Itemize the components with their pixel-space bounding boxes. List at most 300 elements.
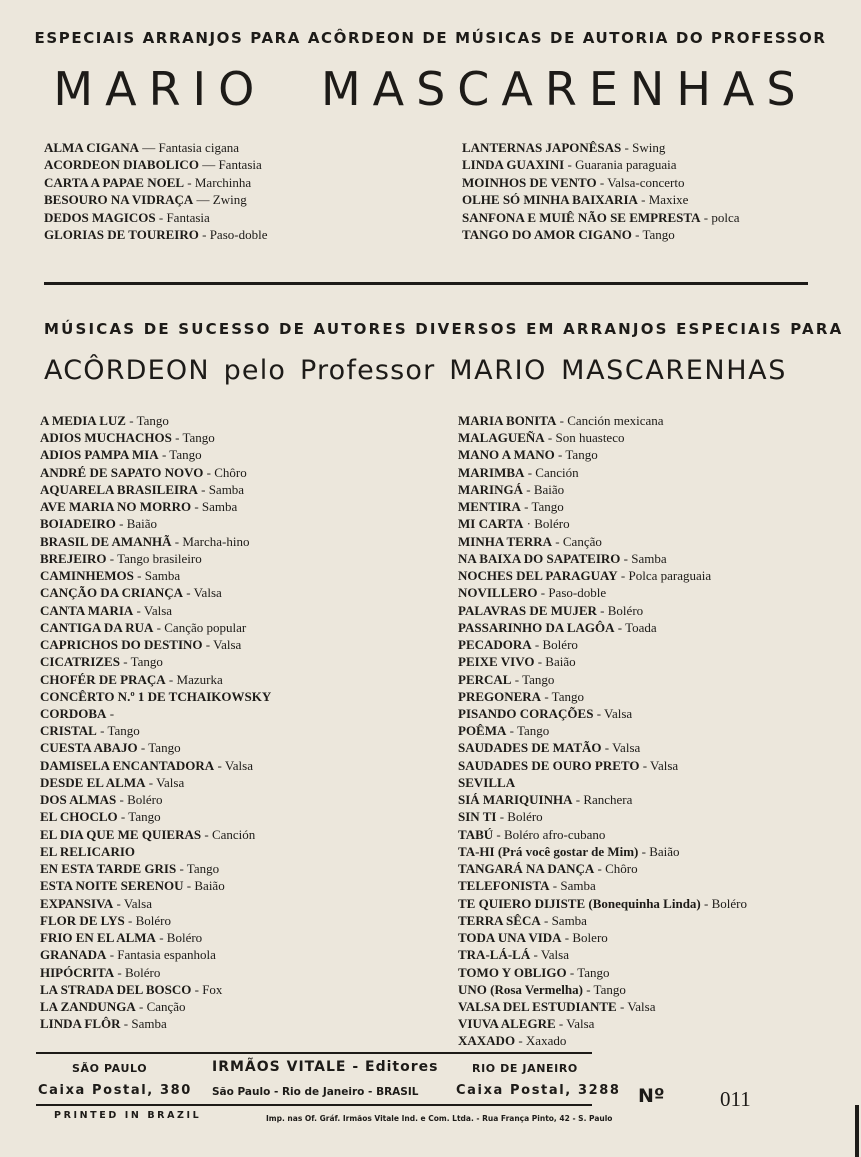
song-genre: Tango [182, 430, 215, 446]
song-title: TANGARÁ NA DANÇA [458, 861, 595, 877]
song-title: MARIA BONITA [458, 413, 557, 428]
song-genre: Samba [560, 878, 596, 894]
song-separator: — [198, 157, 219, 173]
song-separator: - [191, 499, 202, 515]
song-title: MOINHOS DE VENTO [462, 174, 597, 190]
song-separator: - [114, 964, 125, 980]
song-entry [458, 895, 861, 912]
song-entry [458, 826, 861, 843]
song-genre: Tango [565, 447, 598, 463]
song-genre: Maxixe [648, 192, 689, 208]
song-genre: Tango [593, 981, 626, 997]
song-separator: - [511, 671, 523, 687]
song-entry [40, 774, 458, 791]
song-separator: - [554, 447, 566, 463]
song-separator: - [135, 998, 147, 1014]
song-title: CICATRIZES [40, 654, 120, 670]
song-entry [458, 981, 861, 998]
song-separator: - [184, 174, 195, 190]
song-genre: Samba [201, 499, 238, 515]
song-entry [40, 791, 458, 808]
song-title: TABÚ [458, 826, 494, 842]
song-title: BESOURO NA VIDRAÇA [44, 192, 194, 208]
song-entry [458, 533, 861, 550]
song-separator: - [197, 481, 209, 497]
author-last-name: MASCARENHAS [320, 62, 808, 116]
song-entry [462, 156, 861, 173]
song-genre: Baião [194, 878, 225, 894]
song-genre: Paso-doble [209, 227, 268, 243]
song-genre: Tango [642, 227, 675, 243]
song-separator: - [530, 947, 541, 963]
song-genre: Tango [148, 740, 181, 756]
song-separator: - [133, 602, 144, 618]
song-genre: Marcha-hino [182, 533, 250, 549]
song-entry [462, 191, 861, 208]
song-separator: - [106, 705, 115, 721]
song-title: TOMO Y OBLIGO [458, 964, 567, 980]
song-genre: polca [711, 209, 740, 225]
song-separator: - [594, 861, 606, 877]
song-separator: · [523, 516, 535, 532]
song-entry [458, 671, 861, 688]
song-title: FLOR DE LYS [40, 912, 125, 928]
song-entry [40, 946, 458, 963]
song-entry [40, 498, 458, 515]
song-separator: - [564, 157, 576, 173]
song-separator: - [117, 809, 129, 825]
song-entry [458, 877, 861, 894]
song-title: TE QUIERO DIJISTE (Bonequinha Linda) [458, 895, 701, 911]
instrument-label: ACÔRDEON [44, 355, 210, 386]
song-genre: Boléro [507, 809, 543, 825]
song-entry [40, 808, 458, 825]
song-genre: Boléro [135, 912, 172, 928]
song-genre: Canción mexicana [567, 413, 664, 428]
song-genre: Samba [551, 912, 587, 928]
song-genre: Mazurka [176, 671, 223, 687]
song-entry [40, 929, 458, 946]
song-separator: - [523, 481, 534, 497]
song-separator: - [617, 568, 629, 584]
catalog-number-label: Nº [638, 1085, 665, 1107]
song-separator: - [115, 516, 127, 532]
song-entry [458, 446, 861, 463]
song-separator: - [176, 861, 187, 877]
song-genre: Valsa [627, 998, 656, 1014]
song-title: HIPÓCRITA [40, 964, 115, 980]
song-title: BOIADEIRO [40, 516, 116, 532]
song-separator: - [537, 585, 549, 601]
song-genre: Boléro [534, 516, 570, 532]
song-title: CANTIGA DA RUA [40, 619, 154, 635]
song-title: PISANDO CORAÇÕES [458, 705, 594, 721]
song-separator: - [153, 619, 165, 635]
song-title: BRASIL DE AMANHÃ [40, 533, 172, 549]
song-entry [40, 705, 458, 722]
song-entry [458, 843, 861, 860]
professor-label: Professor [299, 355, 436, 386]
song-title: CONCÊRTO N.º 1 DE TCHAIKOWSKY [40, 688, 272, 704]
song-separator: - [541, 688, 552, 704]
footer-bottom-rule [36, 1104, 592, 1106]
song-title: GLORIAS DE TOUREIRO [44, 227, 199, 243]
song-title: PREGONERA [458, 688, 542, 704]
song-genre: Baião [126, 516, 158, 532]
song-genre: Tango [169, 447, 202, 463]
song-entry [458, 481, 861, 498]
footer-top-rule [36, 1052, 592, 1054]
song-title: OLHE SÓ MINHA BAIXARIA [462, 192, 638, 208]
catalog-left-column [40, 412, 458, 1050]
song-genre: Chôro [605, 861, 638, 877]
song-genre: Baião [533, 481, 565, 497]
song-entry [40, 843, 458, 860]
song-title: VALSA DEL ESTUDIANTE [458, 998, 617, 1014]
song-entry [40, 515, 458, 532]
song-separator: - [191, 981, 203, 997]
song-separator: - [544, 430, 556, 446]
song-separator: - [506, 723, 517, 739]
song-separator: - [700, 895, 712, 911]
song-entry [462, 209, 861, 226]
song-entry [462, 226, 861, 243]
song-title: TODA UNA VIDA [458, 930, 562, 946]
sao-paulo-city: SÃO PAULO [72, 1062, 148, 1075]
song-entry [40, 636, 458, 653]
song-genre: Valsa [540, 947, 570, 963]
song-title: NA BAIXA DO SAPATEIRO [458, 550, 621, 566]
song-genre: Valsa [612, 740, 641, 756]
song-genre: Canção popular [164, 619, 247, 635]
song-genre: Canção [146, 998, 186, 1014]
song-entry [458, 1032, 861, 1049]
song-genre: Tango brasileiro [117, 550, 202, 566]
song-title: SAUDADES DE OURO PRETO [458, 757, 640, 773]
song-genre: Valsa [213, 637, 242, 653]
song-title: A MEDIA LUZ [40, 413, 126, 428]
song-entry [40, 998, 458, 1015]
song-separator: - [201, 826, 212, 842]
song-title: ALMA CIGANA [44, 140, 139, 155]
song-separator: - [593, 705, 605, 721]
song-genre: Valsa [156, 774, 185, 790]
song-title: NOVILLERO [458, 585, 538, 601]
song-entry [458, 1015, 861, 1032]
song-genre: Tango [577, 964, 610, 980]
song-entry [458, 636, 861, 653]
song-genre: Boléro [166, 930, 203, 946]
song-entry [458, 602, 861, 619]
song-separator: - [124, 912, 136, 928]
song-title: CAPRICHOS DO DESTINO [40, 637, 203, 653]
song-entry [40, 826, 458, 843]
song-separator: - [524, 464, 536, 480]
song-entry [462, 139, 861, 156]
song-separator: - [700, 209, 712, 225]
song-entry [458, 964, 861, 981]
catalog-number: 011 [720, 1087, 751, 1111]
song-separator: - [515, 1033, 526, 1049]
song-separator: - [566, 964, 578, 980]
song-genre: Boléro [127, 792, 163, 808]
song-entry [40, 412, 458, 429]
song-genre: Canción [211, 826, 256, 842]
song-entry [458, 860, 861, 877]
song-entry [40, 602, 458, 619]
song-genre: Canção [562, 533, 602, 549]
song-separator: - [596, 602, 608, 618]
song-separator: - [120, 1016, 132, 1032]
song-genre: Fantasia [218, 157, 262, 173]
song-separator: - [496, 809, 508, 825]
song-genre: Baião [649, 843, 680, 859]
song-title: CUESTA ABAJO [40, 740, 138, 756]
song-genre: Valsa [650, 757, 679, 773]
song-title: SIÁ MARIQUINHA [458, 792, 573, 808]
song-separator: - [621, 140, 633, 155]
song-separator: - [552, 533, 563, 549]
song-entry [44, 156, 462, 173]
song-genre: Valsa-concerto [607, 174, 685, 190]
song-entry [40, 877, 458, 894]
song-entry [44, 226, 462, 243]
song-genre: Tango [531, 499, 564, 515]
song-entry [40, 860, 458, 877]
song-title: POÊMA [458, 723, 507, 739]
author-songs-left-column [44, 139, 462, 243]
song-genre: Xaxado [525, 1033, 567, 1049]
song-separator: - [183, 878, 195, 894]
catalog-list [40, 412, 861, 1050]
song-separator: - [620, 550, 632, 566]
song-title: GRANADA [40, 947, 107, 963]
song-title: PERCAL [458, 671, 512, 687]
song-genre: Tango [517, 723, 550, 739]
song-genre: Fantasia cigana [158, 140, 239, 155]
publisher-name: IRMÃOS VITALE - Editores [212, 1059, 439, 1075]
song-separator: - [119, 654, 131, 670]
song-title: LINDA GUAXINI [462, 157, 565, 173]
song-separator: - [534, 654, 546, 670]
song-genre: Tango [186, 861, 220, 877]
song-genre: Tango [551, 688, 584, 704]
song-entry [40, 1015, 458, 1032]
song-genre: Samba [144, 568, 181, 584]
song-separator: — [193, 192, 213, 208]
catalog-right-column [458, 412, 861, 1050]
song-entry [458, 688, 861, 705]
song-entry [458, 946, 861, 963]
song-title: TERRA SÊCA [458, 912, 541, 928]
song-title: CAMINHEMOS [40, 568, 134, 584]
author-first-name: MARIO [53, 62, 267, 116]
section-subheading [44, 355, 787, 386]
song-entry [458, 550, 861, 567]
song-genre: Valsa [224, 757, 253, 773]
song-title: DESDE EL ALMA [40, 774, 146, 790]
song-title: SANFONA E MUIÊ NÃO SE EMPRESTA [462, 209, 701, 225]
song-separator: - [540, 912, 552, 928]
song-entry [458, 739, 861, 756]
song-separator: - [198, 227, 210, 243]
song-title: LANTERNAS JAPONÊSAS [462, 140, 622, 155]
song-title: CORDOBA [40, 705, 107, 721]
song-separator: - [561, 930, 573, 946]
song-title: EL DIA QUE ME QUIERAS [40, 826, 202, 842]
song-title: MARINGÁ [458, 481, 523, 497]
song-separator: - [155, 930, 167, 946]
song-title: ANDRÉ DE SAPATO NOVO [40, 464, 204, 480]
song-genre: Fantasia espanhola [117, 947, 216, 963]
song-separator: - [601, 740, 613, 756]
song-title: LA ZANDUNGA [40, 998, 136, 1014]
song-title: LINDA FLÔR [40, 1016, 121, 1032]
song-genre: Boléro [125, 964, 161, 980]
song-title: LA STRADA DEL BOSCO [40, 981, 192, 997]
song-title: TA-HI (Prá você gostar de Mim) [458, 843, 639, 859]
song-entry [458, 498, 861, 515]
song-entry [40, 688, 458, 705]
song-genre: Bolero [572, 930, 608, 946]
song-entry [40, 464, 458, 481]
printer-imprint: Imp. nas Of. Gráf. Irmãos Vitale Ind. e Com. Ltda. - Rua França Pinto, 42 - S. Paulo [266, 1114, 613, 1123]
song-title: DEDOS MAGICOS [44, 209, 156, 225]
song-genre: Fantasia [166, 209, 210, 225]
sao-paulo-po-box: Caixa Postal, 380 [38, 1083, 192, 1098]
song-title: EL CHOCLO [40, 809, 118, 825]
song-title: TANGO DO AMOR CIGANO [462, 227, 632, 243]
song-genre: Tango [136, 413, 169, 428]
song-entry [458, 808, 861, 825]
song-entry [458, 722, 861, 739]
publisher-cities: São Paulo - Rio de Janeiro - BRASIL [212, 1086, 419, 1098]
song-separator: - [531, 637, 543, 653]
song-title: DAMISELA ENCANTADORA [40, 757, 215, 773]
song-title: CANÇÃO DA CRIANÇA [40, 585, 183, 601]
song-genre: Swing [632, 140, 666, 155]
song-entry [40, 653, 458, 670]
song-entry [44, 191, 462, 208]
song-separator: - [572, 792, 584, 808]
song-title: TELEFONISTA [458, 878, 550, 894]
song-separator: - [106, 550, 118, 566]
song-separator: - [549, 878, 561, 894]
section-heading: MÚSICAS DE SUCESSO DE AUTORES DIVERSOS EM ARRANJOS ESPECIAIS PARA [44, 320, 844, 338]
song-genre: Canción [535, 464, 579, 480]
song-separator: - [158, 447, 170, 463]
song-separator: - [638, 843, 650, 859]
song-entry [40, 722, 458, 739]
song-genre: Polca paraguaia [628, 568, 712, 584]
song-entry [40, 619, 458, 636]
song-title: ESTA NOITE SERENOU [40, 878, 184, 894]
song-entry [458, 515, 861, 532]
song-separator: - [116, 792, 128, 808]
song-genre: Tango [107, 723, 140, 739]
song-separator: - [125, 413, 137, 428]
section-divider [44, 282, 808, 285]
song-genre: Baião [545, 654, 576, 670]
song-separator: - [614, 619, 626, 635]
song-genre: Samba [131, 1016, 167, 1032]
song-separator: — [138, 140, 159, 155]
song-title: MALAGUEÑA [458, 430, 545, 446]
song-title: MARIMBA [458, 464, 525, 480]
song-entry [458, 584, 861, 601]
song-genre: Guarania paraguaia [575, 157, 677, 173]
author-songs-right-column [462, 139, 861, 243]
song-entry [458, 791, 861, 808]
song-genre: Son huasteco [555, 430, 625, 446]
song-entry [458, 619, 861, 636]
song-title: PECADORA [458, 637, 532, 653]
song-entry [458, 653, 861, 670]
author-songs-list [44, 139, 861, 243]
song-genre: Boléro [711, 895, 747, 911]
song-separator: - [171, 533, 183, 549]
song-genre: Valsa [604, 705, 633, 721]
song-entry [44, 174, 462, 191]
song-title: TRA-LÁ-LÁ [458, 947, 531, 963]
song-title: MI CARTA [458, 516, 524, 532]
song-title: EN ESTA TARDE GRIS [40, 861, 177, 877]
rio-po-box: Caixa Postal, 3288 [456, 1083, 621, 1098]
song-title: ADIOS MUCHACHOS [40, 430, 172, 446]
song-separator: - [183, 585, 194, 601]
song-entry [40, 895, 458, 912]
song-entry [40, 533, 458, 550]
song-genre: Tango [130, 654, 163, 670]
song-entry [40, 671, 458, 688]
song-genre: Chôro [214, 464, 247, 480]
song-genre: Samba [631, 550, 667, 566]
song-separator: - [96, 723, 108, 739]
song-title: MINHA TERRA [458, 533, 553, 549]
song-title: VIUVA ALEGRE [458, 1016, 556, 1032]
song-title: BREJEIRO [40, 550, 107, 566]
song-title: DOS ALMAS [40, 792, 117, 808]
song-title: SAUDADES DE MATÃO [458, 740, 602, 756]
song-genre: Zwing [212, 192, 247, 208]
song-entry [458, 429, 861, 446]
song-title: EXPANSIVA [40, 895, 114, 911]
song-genre: Valsa [143, 602, 173, 618]
song-separator: - [113, 895, 124, 911]
song-genre: Ranchera [583, 792, 633, 808]
song-genre: Boléro [542, 637, 578, 653]
song-entry [458, 705, 861, 722]
song-title: AQUARELA BRASILEIRA [40, 481, 198, 497]
song-separator: - [520, 499, 532, 515]
song-separator: - [155, 209, 167, 225]
song-separator: - [145, 774, 157, 790]
song-separator: - [637, 192, 649, 208]
song-separator: - [106, 947, 118, 963]
song-genre: Toada [625, 619, 657, 635]
song-entry [458, 774, 861, 791]
song-entry [40, 912, 458, 929]
song-separator: - [582, 981, 594, 997]
song-entry [44, 209, 462, 226]
song-entry [462, 174, 861, 191]
song-separator: - [616, 998, 628, 1014]
song-genre: Valsa [566, 1016, 595, 1032]
song-entry [458, 757, 861, 774]
song-genre: Fox [202, 981, 223, 997]
song-genre: Valsa [123, 895, 152, 911]
printed-in-brazil: PRINTED IN BRAZIL [54, 1110, 202, 1121]
